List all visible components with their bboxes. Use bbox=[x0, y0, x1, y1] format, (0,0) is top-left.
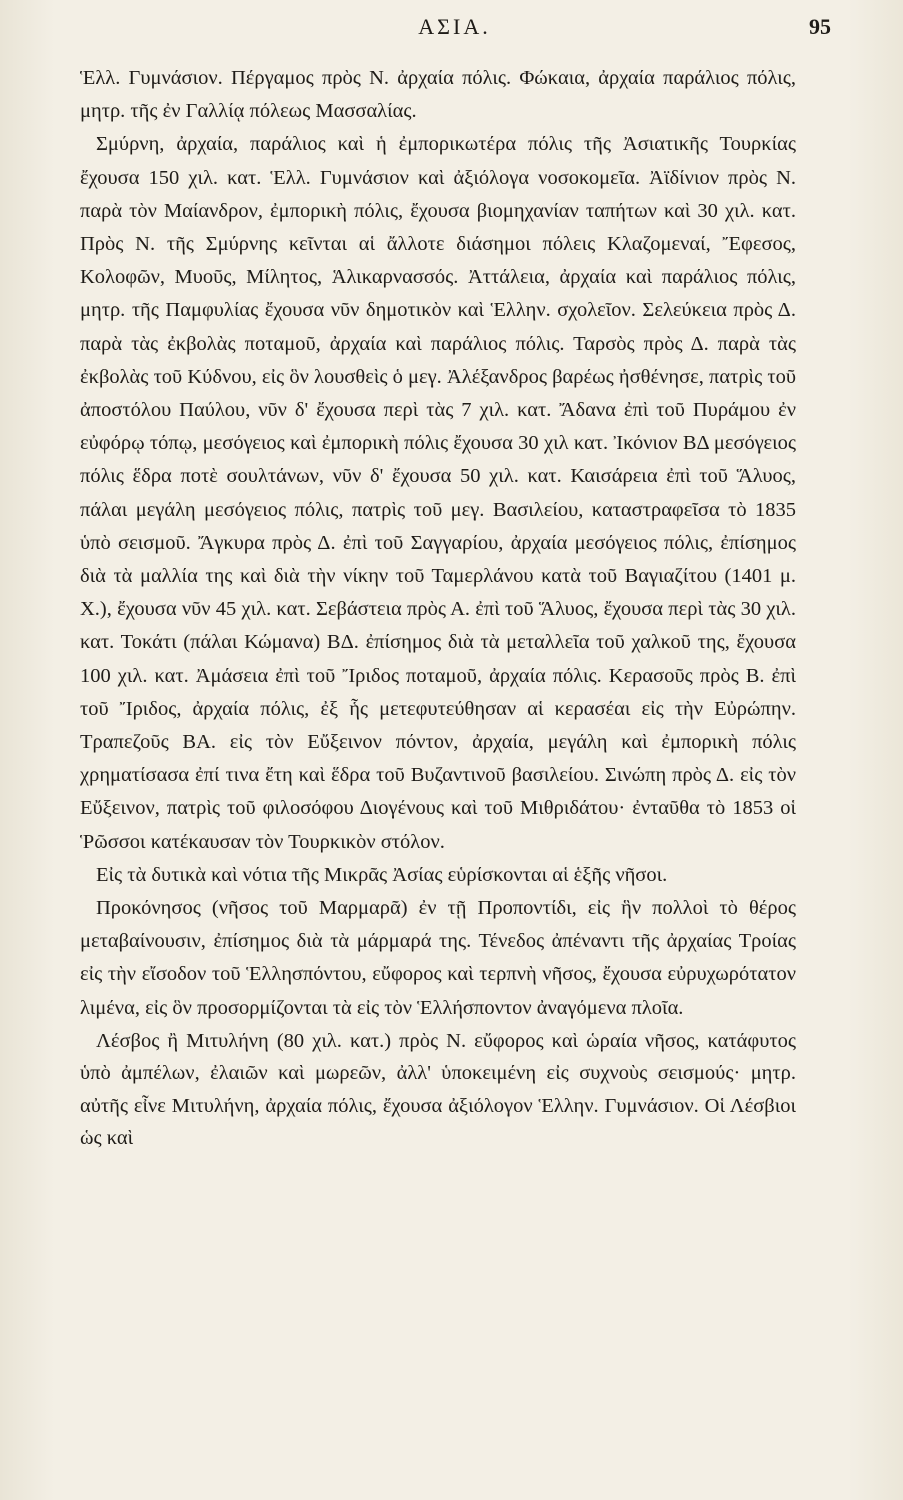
running-head bbox=[78, 14, 831, 44]
paragraph-1: Ἑλλ. Γυμνάσιον. Πέργαμος πρὸς Ν. ἀρχαία πόλις. Φώκαια, ἀρχαία παράλιος πόλις, μητρ. τῆς ἐν Γαλλίᾳ πόλεως Μασσαλίας. bbox=[80, 67, 796, 123]
text-body bbox=[80, 62, 796, 1155]
paragraph-2: Σμύρνη, ἀρχαία, παράλιος καὶ ἡ ἐμπορικωτέρα πόλις τῆς Ἀσιατικῆς Τουρκίας ἔχουσα 150 χιλ. κατ. Ἑλλ. Γυμνάσιον καὶ ἀξιόλογα νοσοκομεῖα. Ἀϊδίνιον πρὸς Ν. παρὰ τὸν Μαίανδρον, ἐμπορικὴ πόλις, ἔχουσα βιομηχανίαν ταπήτων καὶ 30 χιλ. κατ. Πρὸς Ν. τῆς Σμύρνης κεῖνται αἱ ἄλλοτε διάσημοι πόλεις Κλαζομεναί, Ἔφεσος, Κολοφῶν, Μυοῦς, Μίλητος, Ἁλικαρνασσός. Ἀττάλεια, ἀρχαία καὶ παράλιος πόλις, μητρ. τῆς Παμφυλίας ἔχουσα νῦν δημοτικὸν καὶ Ἑλλην. σχολεῖον. Σελεύκεια πρὸς Δ. παρὰ τὰς ἐκβολὰς ποταμοῦ, ἀρχαία καὶ παράλιος πόλις. Ταρσὸς πρὸς Δ. παρὰ τὰς ἐκβολὰς τοῦ Κύδνου, εἰς ὃν λουσθεὶς ὁ μεγ. Ἀλέξανδρος βαρέως ἠσθένησε, πατρὶς τοῦ ἀποστόλου Παύλου, νῦν δ' ἔχουσα περὶ τὰς 7 χιλ. κατ. Ἄδανα ἐπὶ τοῦ Πυράμου ἐν εὐφόρῳ τόπῳ, μεσόγειος καὶ ἐμπορικὴ πόλις ἔχουσα 30 χιλ κατ. Ἰκόνιον ΒΔ μεσόγειος πόλις ἕδρα ποτὲ σουλτάνων, νῦν δ' ἔχουσα 50 χιλ. κατ. Καισάρεια ἐπὶ τοῦ Ἅλυος, πάλαι μεγάλη μεσόγειος πόλις, πατρὶς τοῦ μεγ. Βασιλείου, καταστραφεῖσα τὸ 1835 ὑπὸ σεισμοῦ. Ἄγκυρα πρὸς Δ. ἐπὶ τοῦ Σαγγαρίου, ἀρχαία μεσόγειος πόλις, ἐπίσημος διὰ τὰ μαλλία της καὶ διὰ τὴν νίκην τοῦ Ταμερλάνου κατὰ τοῦ Βαγιαζίτου (1401 μ. Χ.), ἔχουσα νῦν 45 χιλ. κατ. Σεβάστεια πρὸς Α. ἐπὶ τοῦ Ἅλυος, ἔχουσα περὶ τὰς 30 χιλ. κατ. Τοκάτι (πάλαι Κώμανα) ΒΔ. ἐπίσημος διὰ τὰ μεταλλεῖα τοῦ χαλκοῦ της, ἔχουσα 100 χιλ. κατ. Ἀμάσεια ἐπὶ τοῦ Ἴριδος ποταμοῦ, ἀρχαία πόλις. Κερασοῦς πρὸς Β. ἐπὶ τοῦ Ἴριδος, ἀρχαία πόλις, ἐξ ἧς μετεφυτεύθησαν αἱ κερασέαι εἰς τὴν Εὐρώπην. Τραπεζοῦς ΒΑ. εἰς τὸν Εὔξεινον πόντον, ἀρχαία, μεγάλη καὶ ἐμπορικὴ πόλις χρηματίσασα ἐπί τινα ἔτη καὶ ἕδρα τοῦ Βυζαντινοῦ βασιλείου. Σινώπη πρὸς Δ. εἰς τὸν Εὔξεινον, πατρὶς τοῦ φιλοσόφου Διογένους καὶ τοῦ Μιθριδάτου· ἐνταῦθα τὸ 1853 οἱ Ῥῶσσοι κατέκαυσαν τὸν Τουρκικὸν στόλον. bbox=[80, 133, 796, 853]
running-head-title: ΑΣΙΑ. bbox=[418, 14, 491, 39]
page-number: 95 bbox=[809, 14, 831, 39]
paragraph-3: Εἰς τὰ δυτικὰ καὶ νότια τῆς Μικρᾶς Ἀσίας εὑρίσκονται αἱ ἑξῆς νῆσοι. bbox=[96, 863, 668, 886]
paragraph-5: Λέσβος ἢ Μιτυλήνη (80 χιλ. κατ.) πρὸς Ν. εὔφορος καὶ ὡραία νῆσος, κατάφυτος ὑπὸ ἀμπέλων, ἐλαιῶν καὶ μωρεῶν, ἀλλ' ὑποκειμένη εἰς συχνοὺς σεισμούς· μητρ. αὐτῆς εἶνε Μιτυλήνη, ἀρχαία πόλις, ἔχουσα ἀξιόλογον Ἑλλην. Γυμνάσιον. Οἱ Λέσβιοι ὡς καὶ bbox=[80, 1029, 796, 1150]
paragraph-4: Προκόνησος (νῆσος τοῦ Μαρμαρᾶ) ἐν τῇ Προποντίδι, εἰς ἣν πολλοὶ τὸ θέρος μεταβαίνουσιν, ἐπίσημος διὰ τὰ μάρμαρά της. Τένεδος ἀπέναντι τῆς ἀρχαίας Τροίας εἰς τὴν εἴσοδον τοῦ Ἑλλησπόντου, εὔφορος καὶ τερπνὴ νῆσος, ἔχουσα εὐρυχωρότατον λιμένα, εἰς ὃν προσορμίζονται τὰ εἰς τὸν Ἑλλήσποντον ἀναγόμενα πλοῖα. bbox=[80, 897, 796, 1019]
